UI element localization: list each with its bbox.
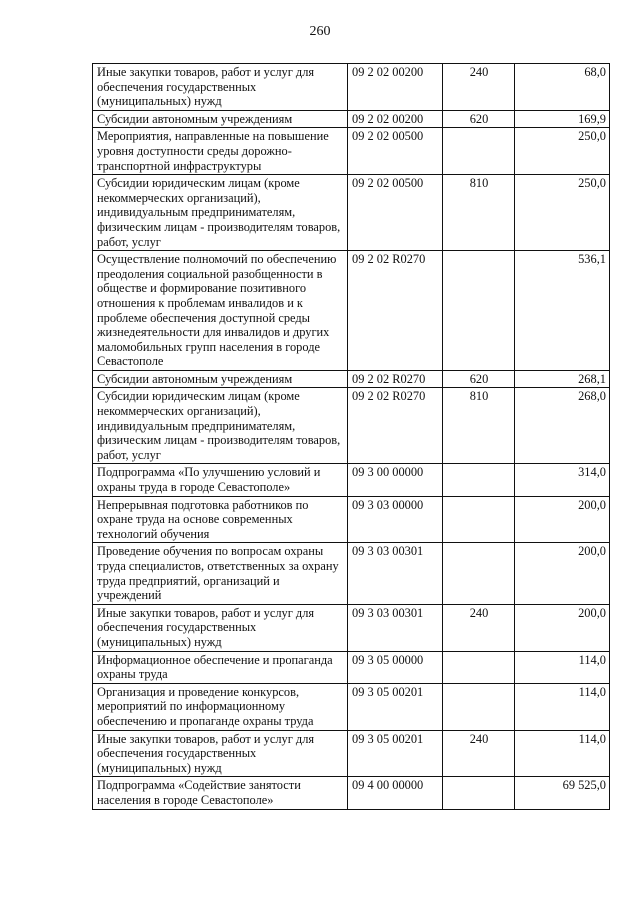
- row-code-cell: 09 2 02 00200: [348, 64, 443, 111]
- row-amount-cell: 268,0: [515, 388, 610, 464]
- row-type-cell: [443, 543, 515, 604]
- row-amount-cell: 268,1: [515, 370, 610, 388]
- page-number: 260: [309, 24, 331, 39]
- table-row: [93, 64, 610, 111]
- row-name-cell: Иные закупки товаров, работ и услуг для обеспечения государственных (муниципальных) нужд: [93, 730, 348, 777]
- row-code-cell: 09 2 02 00500: [348, 128, 443, 175]
- row-name-cell: Субсидии юридическим лицам (кроме некоммерческих организаций), индивидуальным предпринимателям, физическим лицам - производителям товаров, работ, услуг: [93, 175, 348, 251]
- row-name-cell: Подпрограмма «По улучшению условий и охраны труда в городе Севастополе»: [93, 464, 348, 496]
- row-type-cell: [443, 496, 515, 543]
- row-type-cell: [443, 683, 515, 730]
- row-code-cell: 09 2 02 00500: [348, 175, 443, 251]
- row-amount-cell: 536,1: [515, 251, 610, 371]
- row-type-cell: [443, 651, 515, 683]
- row-type-cell: 810: [443, 175, 515, 251]
- row-code-cell: 09 3 03 00000: [348, 496, 443, 543]
- table-row: [93, 464, 610, 496]
- row-code-cell: 09 2 02 R0270: [348, 370, 443, 388]
- row-code-cell: 09 3 03 00301: [348, 604, 443, 651]
- row-name-cell: Субсидии автономным учреждениям: [93, 110, 348, 128]
- row-type-cell: 620: [443, 110, 515, 128]
- table-row: [93, 388, 610, 464]
- row-name-cell: Информационное обеспечение и пропаганда охраны труда: [93, 651, 348, 683]
- table-row: [93, 777, 610, 809]
- row-amount-cell: 69 525,0: [515, 777, 610, 809]
- row-name-cell: Непрерывная подготовка работников по охране труда на основе современных технологий обучения: [93, 496, 348, 543]
- table-row: [93, 110, 610, 128]
- table-row: [93, 175, 610, 251]
- row-code-cell: 09 2 02 R0270: [348, 251, 443, 371]
- row-code-cell: 09 4 00 00000: [348, 777, 443, 809]
- table-row: [93, 128, 610, 175]
- row-name-cell: Организация и проведение конкурсов, мероприятий по информационному обеспечению и пропаганде охраны труда: [93, 683, 348, 730]
- row-amount-cell: 114,0: [515, 651, 610, 683]
- row-name-cell: Проведение обучения по вопросам охраны труда специалистов, ответственных за охрану труда предприятий, организаций и учреждений: [93, 543, 348, 604]
- row-code-cell: 09 3 05 00201: [348, 730, 443, 777]
- row-code-cell: 09 3 05 00201: [348, 683, 443, 730]
- row-name-cell: Субсидии автономным учреждениям: [93, 370, 348, 388]
- row-name-cell: Подпрограмма «Содействие занятости населения в городе Севастополе»: [93, 777, 348, 809]
- row-name-cell: Субсидии юридическим лицам (кроме некоммерческих организаций), индивидуальным предпринимателям, физическим лицам - производителям товаров, работ, услуг: [93, 388, 348, 464]
- row-amount-cell: 68,0: [515, 64, 610, 111]
- budget-table: [92, 63, 610, 810]
- row-type-cell: 620: [443, 370, 515, 388]
- table-row: [93, 251, 610, 371]
- row-name-cell: Мероприятия, направленные на повышение уровня доступности среды дорожно-транспортной инфраструктуры: [93, 128, 348, 175]
- row-amount-cell: 250,0: [515, 128, 610, 175]
- row-amount-cell: 114,0: [515, 730, 610, 777]
- table-row: [93, 604, 610, 651]
- row-amount-cell: 169,9: [515, 110, 610, 128]
- budget-table-body: [93, 64, 610, 810]
- table-row: [93, 730, 610, 777]
- row-code-cell: 09 2 02 00200: [348, 110, 443, 128]
- row-name-cell: Осуществление полномочий по обеспечению преодоления социальной разобщенности в обществе и формирование позитивного отношения к проблемам инвалидов и к проблеме обеспечения доступной среды жизнедеятельности для инвалидов и других маломобильных групп населения в городе Севастополе: [93, 251, 348, 371]
- row-type-cell: [443, 128, 515, 175]
- row-type-cell: 810: [443, 388, 515, 464]
- row-type-cell: 240: [443, 730, 515, 777]
- row-type-cell: 240: [443, 604, 515, 651]
- row-name-cell: Иные закупки товаров, работ и услуг для обеспечения государственных (муниципальных) нужд: [93, 64, 348, 111]
- row-type-cell: [443, 464, 515, 496]
- row-amount-cell: 200,0: [515, 496, 610, 543]
- row-type-cell: 240: [443, 64, 515, 111]
- row-code-cell: 09 3 03 00301: [348, 543, 443, 604]
- row-code-cell: 09 3 05 00000: [348, 651, 443, 683]
- row-amount-cell: 114,0: [515, 683, 610, 730]
- table-row: [93, 683, 610, 730]
- row-amount-cell: 314,0: [515, 464, 610, 496]
- row-code-cell: 09 3 00 00000: [348, 464, 443, 496]
- row-amount-cell: 200,0: [515, 543, 610, 604]
- row-type-cell: [443, 251, 515, 371]
- table-row: [93, 543, 610, 604]
- row-type-cell: [443, 777, 515, 809]
- table-row: [93, 370, 610, 388]
- row-name-cell: Иные закупки товаров, работ и услуг для обеспечения государственных (муниципальных) нужд: [93, 604, 348, 651]
- table-row: [93, 496, 610, 543]
- row-amount-cell: 200,0: [515, 604, 610, 651]
- table-row: [93, 651, 610, 683]
- row-amount-cell: 250,0: [515, 175, 610, 251]
- row-code-cell: 09 2 02 R0270: [348, 388, 443, 464]
